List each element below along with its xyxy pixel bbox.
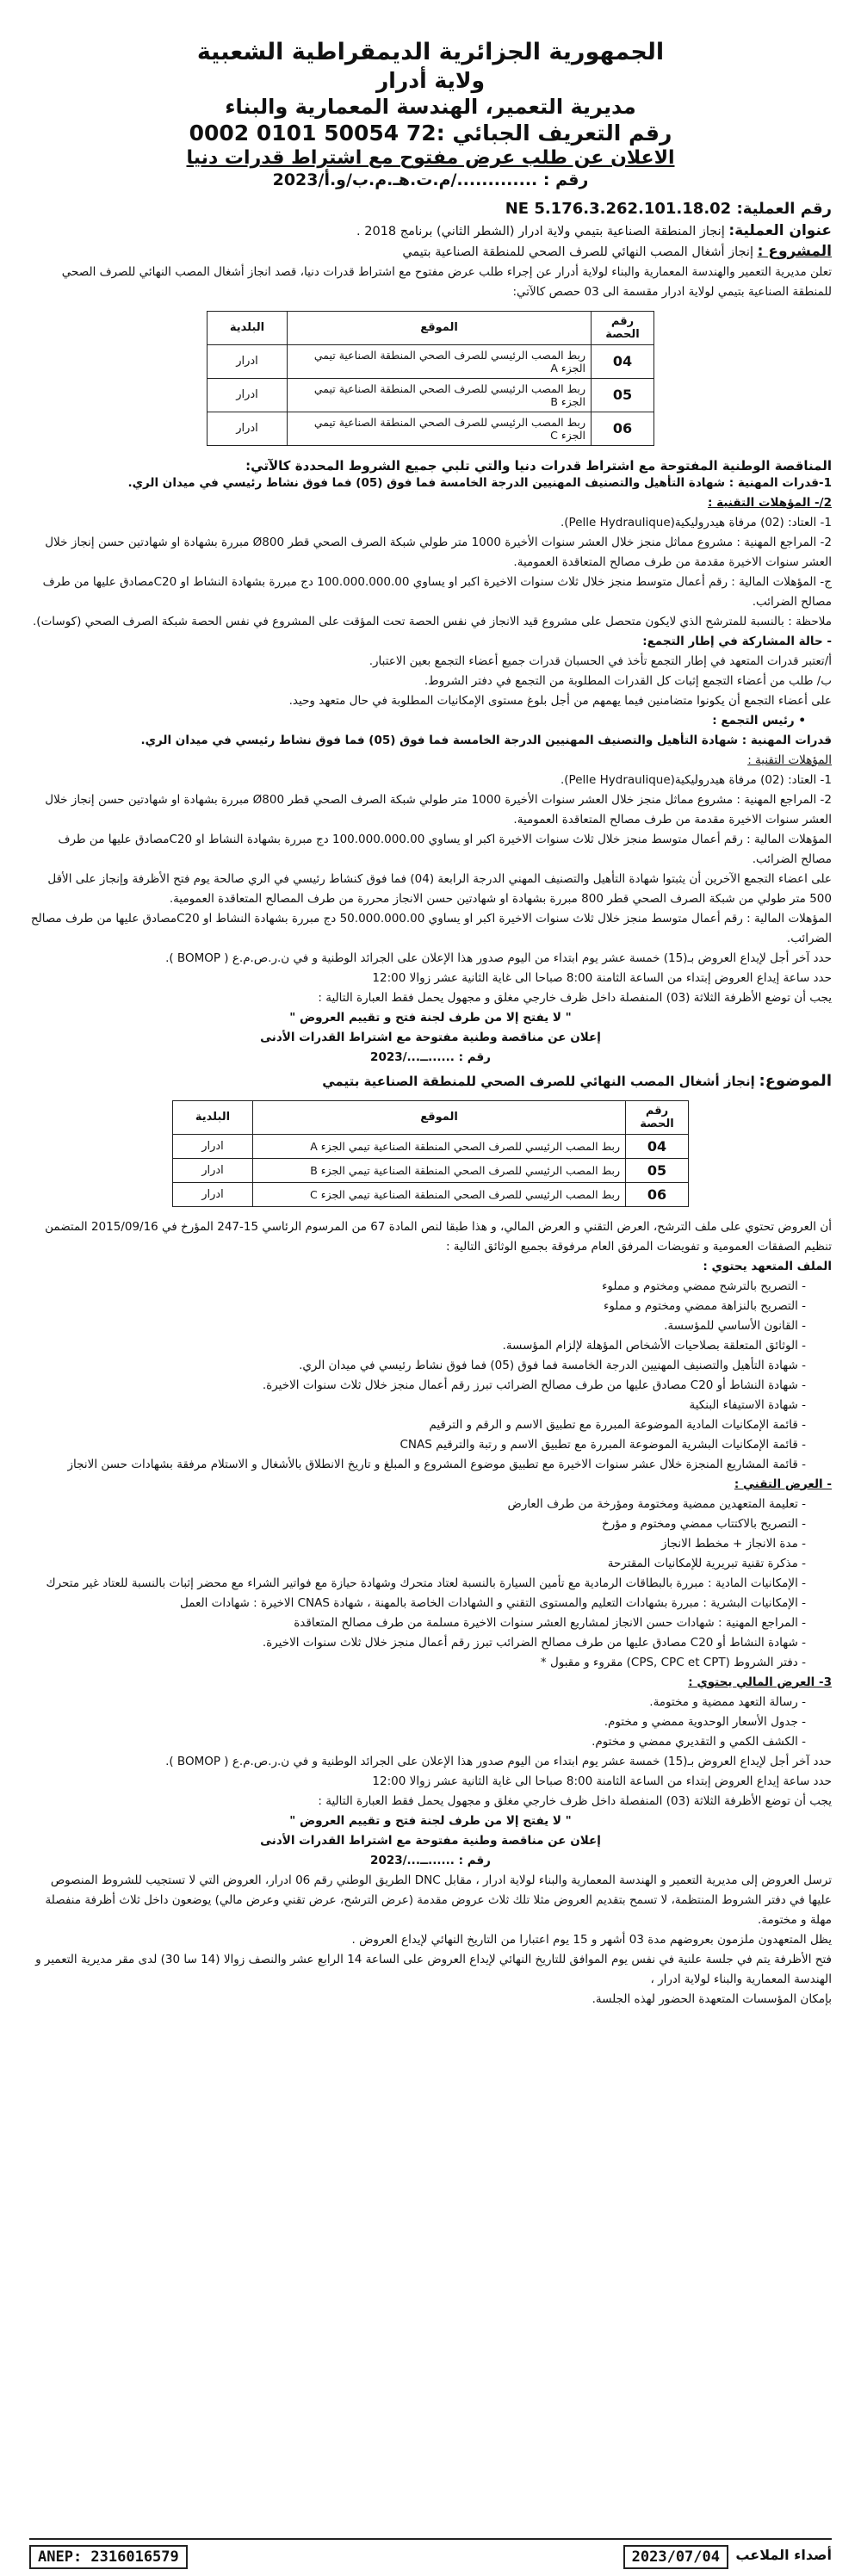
lot-municipality: ادرار [208, 344, 288, 378]
list-item: - قائمة الإمكانيات البشرية الموضوعة المبررة مع تطبيق الاسم و رتبة والترقيم CNAS [400, 1437, 806, 1452]
lot-number: 05 [626, 1158, 689, 1182]
list-item: - جدول الأسعار الوحدوية ممضي و مختوم. [604, 1714, 806, 1729]
section1-p8: أ/تعتبر قدرات المتعهد في إطار التجمع تأخذ في الحسبان قدرات جميع أعضاء التجمع بعين الاعتبار. [369, 653, 832, 668]
list-item: - قائمة المشاريع المنجزة خلال عشر سنوات الاخيرة مع تطبيق موضوع المشروع و المبلغ و تاريخ الانطلاق بالأشغال و الاستلام مرفقة بشهادات حسن الانجاز [67, 1457, 806, 1471]
list-item: - مذكرة تقنية تبريرية للإمكانيات المقترحة [607, 1556, 806, 1570]
lots-table-1 [207, 311, 654, 446]
lot-municipality: ادرار [173, 1158, 253, 1182]
table-row [173, 1134, 689, 1158]
col-municipality-header: البلدية [173, 1100, 253, 1134]
lot-number: 04 [592, 344, 654, 378]
lot-location: ربط المصب الرئيسي للصرف الصحي المنطقة الصناعية تيمي الجزء A [253, 1134, 626, 1158]
lot-municipality: ادرار [173, 1182, 253, 1206]
list-item: - القانون الأساسي للمؤسسة. [664, 1318, 806, 1333]
section2-p6: حدد ساعة إيداع العروض إبتداء من الساعة الثامنة 8:00 صباحا الى غاية الثانية عشر زوالا 12:00 [372, 1774, 832, 1788]
col-lot-header: رقم الحصة [592, 311, 654, 344]
section2-p4: 3- العرض المالي يحتوي : [688, 1675, 832, 1689]
subject-value: إنجاز أشغال المصب النهائي للصرف الصحي للمنطقة الصناعية بتيمي [322, 1073, 755, 1089]
notice-title: الاعلان عن طلب عرض مفتوح مع اشتراط قدرات دنيا [186, 147, 675, 170]
section2-p14: بإمكان المؤسسات المتعهدة الحضور لهذه الجلسة. [592, 1991, 832, 2006]
section1-p13: المؤهلات التقنية : [747, 752, 832, 767]
col-lot-header: رقم الحصة [626, 1100, 689, 1134]
list-item: - مدة الانجاز + مخطط الانجاز [661, 1536, 806, 1551]
section2-p7: يجب أن توضع الأظرفة الثلاثة (03) المنفصلة داخل ظرف خارجي مغلق و مجهول يحمل فقط العبارة التالية : [318, 1793, 832, 1808]
lot-municipality: ادرار [208, 378, 288, 412]
section1-p11: • رئيس التجمع : [712, 713, 806, 728]
operation-number-value: NE 5.176.3.262.101.18.02 [505, 199, 732, 218]
table-row [208, 344, 654, 378]
lot-location: ربط المصب الرئيسي للصرف الصحي المنطقة الصناعية تيمي الجزء B [253, 1158, 626, 1182]
lot-location: ربط المصب الرئيسي للصرف الصحي المنطقة الصناعية تيمي الجزء A [288, 344, 592, 378]
section2-p5: حدد آخر أجل لإيداع العروض بـ(15) خمسة عشر يوم ابتداء من اليوم صدور هذا الإعلان على الجرائد الوطنية و في ن.ر.ص.م.ع ( BOMOP ). [165, 1754, 832, 1768]
table-header-row [208, 311, 654, 344]
lot-location: ربط المصب الرئيسي للصرف الصحي المنطقة الصناعية تيمي الجزء C [288, 412, 592, 445]
candidacy-file-list [29, 1277, 832, 1475]
section1-p7: - حالة المشاركة في إطار التجمع: [642, 634, 832, 648]
republic-title: الجمهورية الجزائرية الديمقراطية الشعبية [196, 39, 665, 65]
lot-number: 05 [592, 378, 654, 412]
financial-offer-list [29, 1693, 832, 1752]
operation-number-label: رقم العملية: [736, 199, 832, 218]
list-item: - التصريح بالاكتتاب ممضي ومختوم و مؤرخ [602, 1516, 806, 1531]
wilaya-title: ولاية أدرار [375, 67, 486, 93]
lots-table-2 [172, 1100, 689, 1207]
table-row [173, 1182, 689, 1206]
anep-number: ANEP: 2316016579 [29, 2545, 188, 2569]
section1-p22: " لا يفتح إلا من طرف لجنة فتح و تقييم العروض " [289, 1010, 572, 1025]
section1-p23: إعلان عن مناقصة وطنية مفتوحة مع اشتراط القدرات الأدنى [260, 1030, 601, 1044]
list-item: - شهادة التأهيل والتصنيف المهنيين الدرجة الخامسة فما فوق (05) فما فوق نشاط رئيسي في ميدان الري. [299, 1358, 806, 1372]
lot-municipality: ادرار [208, 412, 288, 445]
section2-p1: أن العروض تحتوي على ملف الترشح، العرض التقني و العرض المالي، و هذا طبقا لنص المادة 67 من المرسوم الرئاسي 15-247 المؤرخ في 2015/09/16 المتضمن تنظيم الصفقات العمومية و تفويضات المرفق العام مرفوقة بجميع الوثائق التالية : [45, 1219, 832, 1254]
intro-paragraph: تعلن مديرية التعمير والهندسة المعمارية والبناء لولاية أدرار عن إجراء طلب عرض مفتوح مع اشتراط قدرات دنيا، قصد انجاز أشغال المصب النهائي للصرف الصحي للمنطقة الصناعية بتيمي لولاية ادرار مقسمة الى 03 حصص كالآتي: [61, 264, 832, 299]
list-item: - المراجع المهنية : شهادات حسن الانجاز لمشاريع العشر سنوات الاخيرة مسلمة من طرف مصالح المتعاقدة [294, 1615, 806, 1630]
lot-municipality: ادرار [173, 1134, 253, 1158]
technical-offer-list [29, 1495, 832, 1673]
lot-location: ربط المصب الرئيسي للصرف الصحي المنطقة الصناعية تيمي الجزء B [288, 378, 592, 412]
directorate-title: مديرية التعمير، الهندسة المعمارية والبناء [225, 95, 636, 119]
table-header-row [173, 1100, 689, 1134]
list-item: - التصريح بالنزاهة ممضي ومختوم و مملوء [603, 1298, 806, 1313]
list-item: - الكشف الكمي و التقديري ممضي و مختوم. [592, 1734, 806, 1749]
operation-title-row [29, 221, 832, 242]
section1-p18: المؤهلات المالية : رقم أعمال متوسط منجز خلال ثلاث سنوات الاخيرة اكبر او يساوي 50.000.000.00 دج مبررة بشهادة النشاط او C20مصادق عليها من طرف مصالح الضرائب. [30, 911, 832, 945]
section1-p3: 1- العتاد: (02) مرفاة هيدروليكية(Pelle Hydraulique). [560, 515, 832, 529]
section1-p12: قدرات المهنية : شهادة التأهيل والتصنيف المهنيين الدرجة الخامسة فما فوق (05) فما فوق نشاط رئيسي في ميدان الري. [140, 733, 832, 747]
section1-title: المناقصة الوطنية المفتوحة مع اشتراط قدرات دنيا والتي تلبي جميع الشروط المحددة كالآتي: [245, 457, 832, 474]
list-item: - شهادة النشاط أو C20 مصادق عليها من طرف مصالح الضرائب تبرز رقم أعمال منجز خلال ثلاث سنوات الاخيرة. [262, 1635, 806, 1650]
page-footer [29, 2538, 832, 2567]
section2-p10: رقم : ......ــ.../2023 [370, 1853, 491, 1867]
section1-p10: على أعضاء التجمع أن يكونوا متضامنين فيما يهمهم من أجل بلوغ مستوى الإمكانيات المطلوبة في حال متعهد وحيد. [288, 693, 832, 708]
table-row [208, 378, 654, 412]
section1-p24: رقم : ......ــ.../2023 [370, 1050, 491, 1064]
project-row [29, 242, 832, 263]
list-item: - رسالة التعهد ممضية و مختومة. [649, 1694, 806, 1709]
section2-p11: ترسل العروض إلى مديرية التعمير و الهندسة المعمارية والبناء لولاية ادرار ، مقابل DNC الطريق الوطني رقم 06 ادرار، العروض التي لا تستجيب للشروط المنصوص عليها في دفتر الشروط المنتظمة، لا تسمح بتقديم العروض مثلا تلك ثلاث عروض مقدمة (عرض الترشح، عرض تقني وعرض مالي) يوضعون داخل ثلاث أظرفة منفصلة مهلة و مختومة. [45, 1873, 832, 1927]
section1-p21: يجب أن توضع الأظرفة الثلاثة (03) المنفصلة داخل ظرف خارجي مغلق و مجهول يحمل فقط العبارة التالية : [318, 990, 832, 1005]
table-row [173, 1158, 689, 1182]
section1-p15: 2- المراجع المهنية : مشروع مماثل منجز خلال العشر سنوات الأخيرة 1000 متر طولي شبكة الصرف الصحي قطر Ø800 مبررة بشهادة او شهادتين حسن إنجاز خلال العشر سنوات الاخيرة مقدمة من طرف مصالح المتعاقدة العمومية. [45, 792, 832, 827]
list-item: - شهادة الاستيفاء البنكية [689, 1397, 806, 1412]
table-row [208, 412, 654, 445]
list-item: - التصريح بالترشح ممضي ومختوم و مملوء [602, 1279, 806, 1293]
section1-p20: حدد ساعة إيداع العروض إبتداء من الساعة الثامنة 8:00 صباحا الى غاية الثانية عشر زوالا 12:00 [372, 970, 832, 985]
operation-title-label: عنوان العملية: [728, 221, 832, 239]
section1-p19: حدد آخر أجل لإيداع العروض بـ(15) خمسة عشر يوم ابتداء من اليوم صدور هذا الإعلان على الجرائد الوطنية و في ن.ر.ص.م.ع ( BOMOP ). [165, 951, 832, 965]
section2-p9: إعلان عن مناقصة وطنية مفتوحة مع اشتراط القدرات الأدنى [260, 1833, 601, 1848]
list-item: - الوثائق المتعلقة بصلاحيات الأشخاص المؤهلة لإلزام المؤسسة. [502, 1338, 806, 1353]
section1-p5: ج- المؤهلات المالية : رقم أعمال متوسط منجز خلال ثلاث سنوات الاخيرة اكبر او يساوي 100.000.000.00 دج مبررة بشهادة النشاط او C20مصادق عليها من طرف مصالح الضرائب. [42, 574, 832, 609]
list-item: - قائمة الإمكانيات المادية الموضوعة المبررة مع تطبيق الاسم و الرقم و الترقيم [429, 1417, 806, 1432]
section1-p6: ملاحظة : بالنسبة للمترشح الذي لايكون متحصل على مشروع قيد الانجاز في نفس الحصة تحت المؤقت على المشروع في نفس الحصة شبكة الصرف الصحي (كوسات). [33, 614, 832, 629]
col-location-header: الموقع [288, 311, 592, 344]
project-value: إنجاز أشغال المصب النهائي للصرف الصحي للمنطقة الصناعية بتيمي [402, 245, 753, 259]
lot-number: 04 [626, 1134, 689, 1158]
newspaper-name: أصداء الملاعب [735, 2547, 832, 2563]
lot-number: 06 [626, 1182, 689, 1206]
col-location-header: الموقع [253, 1100, 626, 1134]
notice-ref: رقم : ............./م.ت.هـ.م.ب/و.أ/2023 [272, 170, 589, 189]
operation-title-value: إنجاز المنطقة الصناعية بتيمي ولاية ادرار (الشطر الثاني) برنامج 2018 . [356, 224, 725, 238]
subject-row [29, 1071, 832, 1092]
lot-number: 06 [592, 412, 654, 445]
tax-id: رقم التعريف الجبائي :72 50054 0101 0002 [189, 121, 672, 146]
section2-p2: الملف المتعهد يحتوي : [703, 1259, 832, 1273]
section2-p8: " لا يفتح إلا من طرف لجنة فتح و تقييم العروض " [289, 1813, 572, 1828]
operation-number-row [29, 200, 832, 218]
section2-p13: فتح الأظرفة يتم في جلسة علنية في نفس يوم الموافق للتاريخ النهائي لإيداع العروض على الساعة 14 الرابع عشر والنصف زوالا (14 سا 30) لدى مقر مديرية التعمير و الهندسة المعمارية والبناء لولاية ادرار ، [35, 1952, 832, 1986]
list-item: - شهادة النشاط أو C20 مصادق عليها من طرف مصالح الضرائب تبرز رقم أعمال منجز خلال ثلاث سنوات الاخيرة. [262, 1378, 806, 1392]
section1-p1: 1-قدرات المهنية : شهادة التأهيل والتصنيف المهنيين الدرجة الخامسة فما فوق (05) فما فوق نشاط رئيسي في ميدان الري. [127, 475, 832, 490]
notice-header [29, 38, 832, 191]
section1-p2: 2/- المؤهلات التقنية : [708, 495, 832, 510]
section2-p12: يظل المتعهدون ملزمون بعروضهم مدة 03 أشهر و 15 يوم اعتبارا من التاريخ النهائي لإيداع العروض . [351, 1932, 832, 1947]
list-item: - دفتر الشروط (CPS, CPC et CPT) مقروء و مقبول * [540, 1655, 806, 1669]
project-label: المشروع : [757, 242, 832, 260]
section2-p3: - العرض التقني : [734, 1477, 832, 1491]
section1-p9: ب/ طلب من أعضاء التجمع إثبات كل القدرات المطلوبة من التجمع في دفتر الشروط. [424, 673, 832, 688]
list-item: - تعليمة المتعهدين ممضية ومختومة ومؤرخة من طرف العارض [507, 1496, 806, 1511]
section1-p17: على اعضاء التجمع الآخرين أن يثبتوا شهادة التأهيل والتصنيف المهني الدرجة الرابعة (04) فما فوق كنشاط رئيسي في الري صالحة يوم فتح الأظرفة وإنجاز على الأقل 500 متر طولي من شبكة الصرف الصحي قطر 800 مبررة بشهادة او شهادتين حسن الانجاز محررة من طرف المصالح المتعاقدة العمومية. [47, 871, 832, 906]
subject-label: الموضوع: [759, 1071, 832, 1090]
section1-p16: المؤهلات المالية : رقم أعمال متوسط منجز خلال ثلاث سنوات الاخيرة اكبر او يساوي 100.000.000.00 دج مبررة بشهادة النشاط او C20مصادق عليها من طرف مصالح الضرائب. [58, 832, 832, 866]
lot-location: ربط المصب الرئيسي للصرف الصحي المنطقة الصناعية تيمي الجزء C [253, 1182, 626, 1206]
section1-p14: 1- العتاد: (02) مرفاة هيدروليكية(Pelle Hydraulique). [560, 772, 832, 787]
publication-date: 2023/07/04 [623, 2545, 728, 2569]
col-municipality-header: البلدية [208, 311, 288, 344]
list-item: - الإمكانيات البشرية : مبررة بشهادات التعليم والمستوى التقني و الشهادات الخاصة بالمهنة ، شهادة CNAS الاخيرة : شهادات العمل [179, 1595, 806, 1610]
section1-p4: 2- المراجع المهنية : مشروع مماثل منجز خلال العشر سنوات الأخيرة 1000 متر طولي شبكة الصرف الصحي قطر Ø800 مبررة بشهادة او شهادتين حسن إنجاز خلال العشر سنوات الاخيرة مقدمة من طرف مصالح المتعاقدة العمومية. [45, 535, 832, 569]
list-item: - الإمكانيات المادية : مبررة بالبطاقات الرمادية مع تأمين السيارة بالنسبة لعتاد متحرك وشهادة حيازة مع فواتير الشراء مع محضر إثبات بالنسبة للعتاد غير متحرك [46, 1576, 806, 1590]
